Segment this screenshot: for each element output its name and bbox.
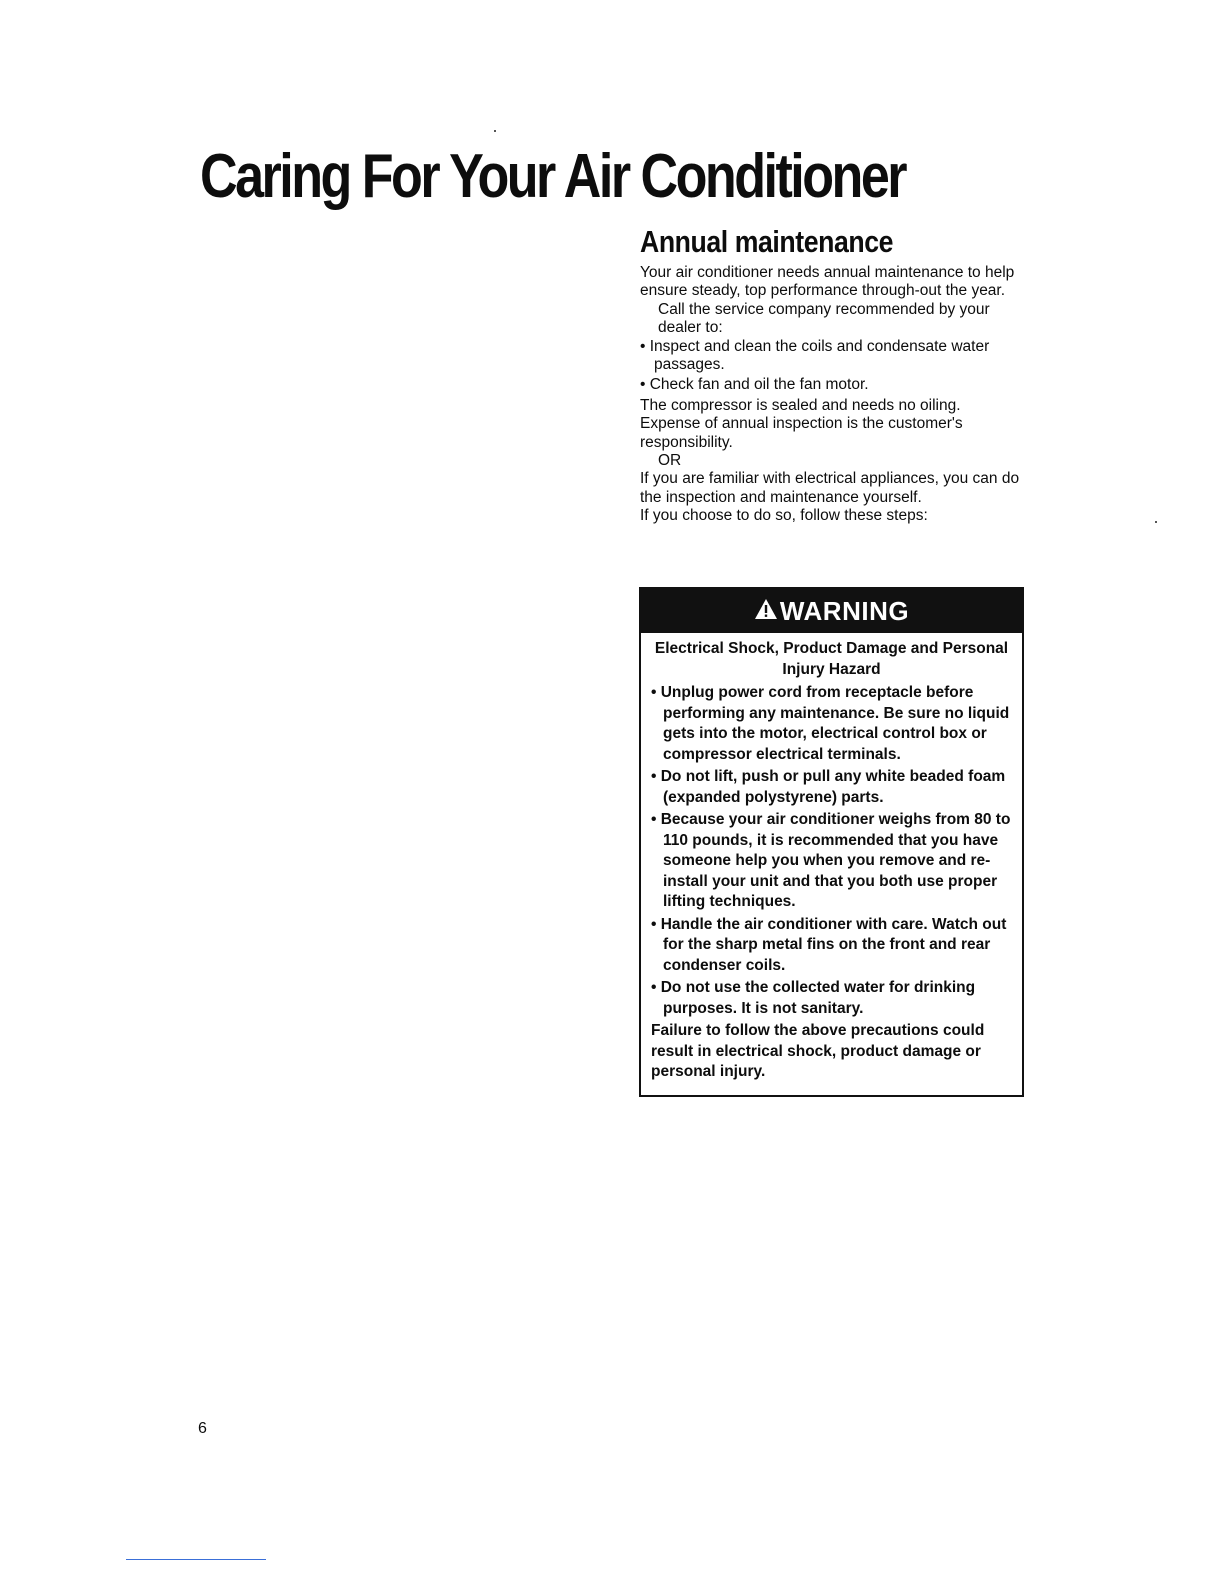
section-title: Annual maintenance xyxy=(640,224,894,259)
maintenance-text xyxy=(640,264,1032,526)
list-item: • Do not lift, push or pull any white beaded foam (expanded polystyrene) parts. xyxy=(651,768,1006,806)
scan-speck xyxy=(1155,521,1157,523)
list-item: • Unplug power cord from receptacle before performing any maintenance. Be sure no liquid gets into the motor, electrical control box or compressor electrical terminals. xyxy=(651,684,1010,763)
page-number: 6 xyxy=(198,1420,207,1437)
warning-box xyxy=(639,587,1024,1097)
page-title: Caring For Your Air Conditioner xyxy=(200,142,906,211)
warning-triangle-icon xyxy=(754,596,778,627)
warning-subtitle: Electrical Shock, Product Damage and Personal Injury Hazard xyxy=(654,640,1009,678)
list-item: • Do not use the collected water for drinking purposes. It is not sanitary. xyxy=(651,979,976,1017)
list-item: • Inspect and clean the coils and condensate water passages. xyxy=(640,337,990,374)
diy-paragraph: If you are familiar with electrical appliances, you can do the inspection and maintenance yourself. xyxy=(640,470,1020,506)
warning-body xyxy=(641,633,1022,1083)
warning-footer: Failure to follow the above precautions could result in electrical shock, product damage or personal injury. xyxy=(651,1022,985,1080)
list-item: • Handle the air conditioner with care. Watch out for the sharp metal fins on the front and rear condenser coils. xyxy=(651,915,1007,974)
steps-intro: If you choose to do so, follow these steps: xyxy=(640,507,928,525)
or-label: OR xyxy=(658,452,682,470)
scan-speck xyxy=(494,130,496,132)
warning-header xyxy=(641,589,1022,633)
intro-paragraph: Your air conditioner needs annual maintenance to help ensure steady, top performance through-out the year. xyxy=(640,264,1015,300)
expense-note: Expense of annual inspection is the customer's responsibility. xyxy=(640,415,963,451)
list-item: • Because your air conditioner weighs from 80 to 110 pounds, it is recommended that you have someone help you when you remove and re-install your unit and that you both use proper lifting techniques. xyxy=(651,811,1011,910)
compressor-note: The compressor is sealed and needs no oiling. xyxy=(640,396,961,414)
warning-label: WARNING xyxy=(779,595,910,626)
footer-rule xyxy=(126,1559,266,1560)
call-service-paragraph: Call the service company recommended by your dealer to: xyxy=(658,300,990,337)
list-item: • Check fan and oil the fan motor. xyxy=(640,376,869,394)
